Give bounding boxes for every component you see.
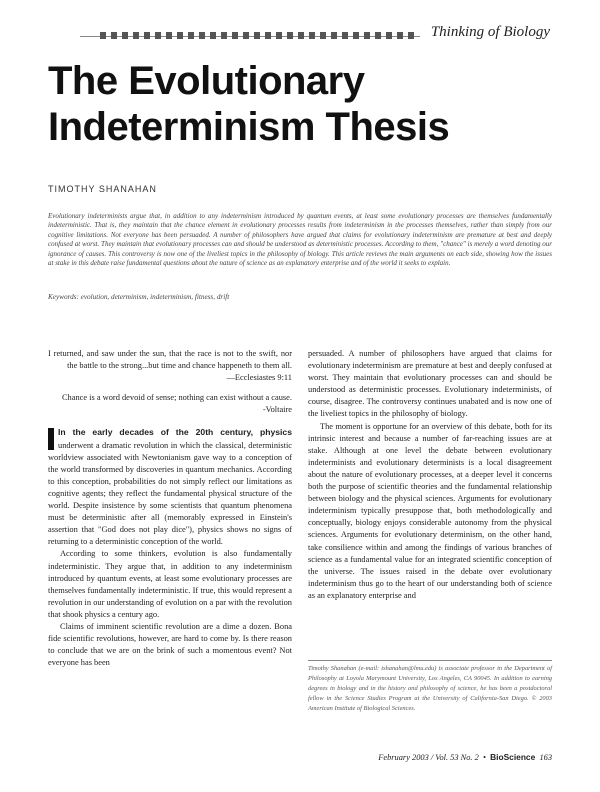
paragraph-text: underwent a dramatic revolution in which the classical, deterministic worldview associated with Newtonianism gave way to a conception of the world transformed by discoveries in quantum mechanics. According to this conception, probabilities do not simply reflect our limitations as cognitive agents; they reflect the fundamental physical structure of the world. Despite insistence by some scientists that quantum phenomena must be deterministic after all (memorably expressed in Einstein's assertion that "God does not play dice"), physics shows no signs of returning to a deterministic conception of the world. [48, 440, 292, 547]
abstract: Evolutionary indeterminists argue that, in addition to any indeterminism introduced by quantum events, at least some evolutionary processes are themselves fundamentally indeterministic. That is, they maintain that the chance element in evolutionary processes results from indeterminism in the processes themselves, rather than simply from our cognitive limitations. Not everyone has been persuaded. A number of philosophers have argued that claims for evolutionary indeterminism are premature at best and deeply confused at worst. They maintain that evolutionary processes can and should be understood as deterministic processes. According to them, "chance" is merely a word denoting our ignorance of causes. This controversy is now one of the liveliest topics in the philosophy of biology. This article reviews the main arguments on each side, showing how the issues at stake in this debate raise fundamental questions about the nature of science as an explanatory enterprise and of the world it seeks to explain. [48, 212, 552, 268]
epigraph-2 [48, 392, 292, 416]
header-decorative-bar [100, 32, 418, 39]
body-paragraph [48, 426, 292, 548]
epigraph-1 [48, 348, 292, 384]
journal-name: BioScience [490, 752, 536, 762]
page-footer: February 2003 / Vol. 53 No. 2 • BioScience 163 [378, 752, 552, 762]
epigraph-source: —Ecclesiastes 9:11 [226, 373, 292, 383]
page-number: 163 [539, 753, 552, 762]
body-paragraph: Claims of imminent scientific revolution are a dime a dozen. Bona fide scientific revolutions, however, are hard to come by. Is there reason to conclude that we are on the brink of such a momentous event? Not everyone has been [48, 621, 292, 668]
footnote-rule [308, 660, 552, 661]
body-column-right [308, 348, 552, 602]
author-byline: TIMOTHY SHANAHAN [48, 184, 157, 194]
issue-info: February 2003 / Vol. 53 No. 2 [378, 753, 479, 762]
keywords: Keywords: evolution, determinism, indeterminism, fitness, drift [48, 293, 230, 301]
epigraph-source: -Voltaire [262, 405, 292, 415]
section-label: Thinking of Biology [430, 24, 550, 40]
epigraph-quote: I returned, and saw under the sun, that the race is not to the swift, nor the battle to the strong...but time and chance happeneth to them all. [48, 349, 292, 371]
lead-phrase: In the early decades of the 20th century, physics [58, 427, 292, 438]
title-line-1: The Evolutionary [48, 59, 365, 103]
body-column-left [48, 348, 292, 669]
drop-initial-bar [48, 428, 54, 450]
author-footnote: Timothy Shanahan (e-mail: tshanahan@lmu.edu) is associate professor in the Department of Philosophy at Loyola Marymount University, Los Angeles, CA 90045. In addition to earning degrees in biology and in the history and philosophy of science, he has been a postdoctoral fellow in the Science Studies Program at the University of California-San Diego. © 2003 American Institute of Biological Sciences. [308, 665, 552, 712]
article-title [48, 58, 568, 150]
epigraph-quote: Chance is a word devoid of sense; nothing can exist without a cause. [61, 393, 292, 403]
body-paragraph: According to some thinkers, evolution is also fundamentally indeterministic. They argue that, in addition to any indeterminism introduced by quantum events, at least some evolutionary processes are themselves fundamentally indeterministic. If true, this would represent a revolution in our understanding of evolution on a par with the revolution that shook physics a century ago. [48, 549, 292, 619]
body-paragraph: The moment is opportune for an overview of this debate, both for its intrinsic interest and because a number of far-reaching issues are at stake. Although at one level the debate between evolutionary indeterminists and evolutionary determinists is a local disagreement about the nature of evolutionary processes, at a deeper level it concerns both the purpose of scientific theories and the fundamental relationship between biology and the physical sciences. Arguments for evolutionary indeterminism typically presuppose that, both methodologically and conceptually, biology enjoys considerable autonomy from the physical sciences. Arguments for evolutionary determinism, on the other hand, take consilience within and among the findings of various branches of science as a fundamental value for an integrated scientific conception of the universe. The issues raised in the debate over evolutionary indeterminism thus go to the heart of our understanding both of science as an explanatory enterprise and [308, 421, 552, 600]
title-line-2: Indeterminism Thesis [48, 105, 450, 149]
body-paragraph: persuaded. A number of philosophers have argued that claims for evolutionary indeterminism are premature at best and deeply confused at worst. They maintain that evolutionary processes can and should be understood as deterministic processes. Evolutionary indeterminists, of course, disagree. The controversy continues unabated and is now one of the liveliest topics in the philosophy of biology. [308, 349, 552, 419]
